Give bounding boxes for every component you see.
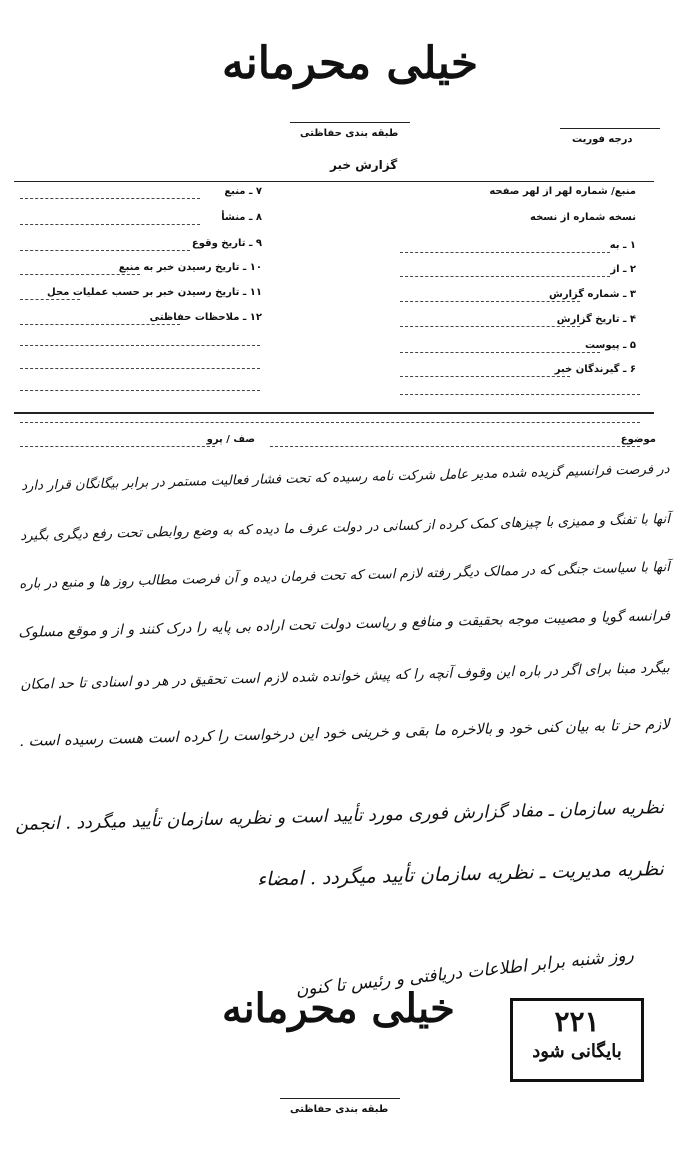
- field-security-notes: ۱۲ ـ ملاحظات حفاظتی: [149, 312, 262, 323]
- page-label: صف / پرو: [206, 434, 255, 445]
- field-received-date: ۱۰ ـ تاریخ رسیدن خبر به منبع: [118, 262, 262, 273]
- field-attachment: ۵ ـ پیوست: [584, 340, 636, 351]
- body-line: لازم حز تا به بیان کنی خود و بالاخره ما بقی و خرینی خود این درخواست را کرده است هست رسیده است .: [19, 716, 671, 751]
- stamp-number: ۲۲۱: [554, 1005, 600, 1038]
- priority-label: درجه فوریت: [572, 134, 633, 145]
- classification-label: طبقه بندی حفاظتی: [300, 128, 399, 139]
- field-line: [400, 276, 610, 277]
- field-line: [20, 345, 260, 346]
- body-line: بیگرد مبنا برای اگر در باره این وقوف آنچه را که پیش خوانده شده لازم است تحقیق در هر دو اسنادی تا حد امکان: [20, 660, 671, 694]
- body-line: فرانسه گویا و مصیبت موجه بحقیقت و منافع و ریاست دولت تحت اراده بی پایه را درک کنند و از و موقع مسلوک: [17, 608, 671, 642]
- field-report-number: ۳ ـ شماره گزارش: [549, 289, 636, 300]
- subject-label: موضوع: [620, 434, 656, 445]
- footer-title: خیلی محرمانه: [222, 985, 455, 1032]
- section-divider: [14, 412, 654, 414]
- field-origin: ۸ ـ منشأ: [221, 212, 262, 223]
- field-line: [20, 390, 260, 391]
- classification-underline: [290, 122, 410, 123]
- field-line: [20, 446, 215, 447]
- field-line: [20, 299, 80, 300]
- field-copy-number: نسخه شماره از نسخه: [530, 212, 636, 223]
- field-occurrence-date: ۹ ـ تاریخ وقوع: [191, 238, 262, 249]
- field-line: [20, 250, 190, 251]
- stamp-text: بایگانی شود: [532, 1041, 622, 1062]
- field-recipients: ۶ ـ گیرندگان خبر: [554, 364, 636, 375]
- field-line: [20, 422, 640, 423]
- page-title: خیلی محرمانه: [221, 38, 479, 89]
- field-line: [400, 352, 600, 353]
- footer-underline: [280, 1098, 400, 1099]
- field-report-date: ۴ ـ تاریخ گزارش: [556, 314, 636, 325]
- field-line: [400, 301, 580, 302]
- field-line: [20, 224, 200, 225]
- field-line: [20, 274, 140, 275]
- field-line: [400, 326, 580, 327]
- body-line: آنها با سیاست جنگی که در ممالک دیگر رفته لازم است که تحت فرمان دیده و آن فرصت مطالب روز ها و منبع در باره: [19, 560, 671, 593]
- org-opinion: نظریه سازمان ـ مفاد گزارش فوری مورد تأیید است و نظریه سازمان تأیید میگردد . انجمن: [15, 798, 665, 835]
- field-line: [270, 446, 640, 447]
- field-line: [400, 252, 610, 253]
- field-operations-date: ۱۱ ـ تاریخ رسیدن خبر بر حسب عملیات محل: [47, 287, 262, 298]
- field-from: ۲ ـ از: [610, 264, 636, 275]
- footer-classification-label: طبقه بندی حفاظتی: [290, 1104, 389, 1115]
- priority-underline: [560, 128, 660, 129]
- body-line: در فرصت فرانسیم گزیده شده مدیر عامل شرکت نامه رسیده که تحت فشار فعالیت مستمر در برابر بیگانگان قرار دارد: [21, 462, 671, 494]
- body-line: آنها با تفنگ و ممیزی با چیزهای کمک کرده از کسانی در دولت عرف ما دیده که به وضع روابطی تحت رفع دیگری بگیرد: [20, 512, 671, 545]
- field-line: [20, 368, 260, 369]
- field-line: [400, 394, 640, 395]
- field-source-number: منبع/ شماره لهر از لهر صفحه: [489, 186, 636, 197]
- field-line: [400, 376, 570, 377]
- field-line: [20, 324, 180, 325]
- header-divider: [14, 181, 654, 182]
- form-title: گزارش خبر: [330, 158, 398, 172]
- field-source: ۷ ـ منبع: [224, 186, 262, 197]
- handwritten-note: روز شنبه برابر اطلاعات دریافتی و رئیس تا کنون: [295, 945, 636, 1001]
- management-opinion: نظریه مدیریت ـ نظریه سازمان تأیید میگردد . امضاء: [257, 858, 665, 891]
- field-to: ۱ ـ به: [609, 240, 636, 251]
- field-line: [20, 198, 200, 199]
- archive-stamp: [510, 998, 644, 1082]
